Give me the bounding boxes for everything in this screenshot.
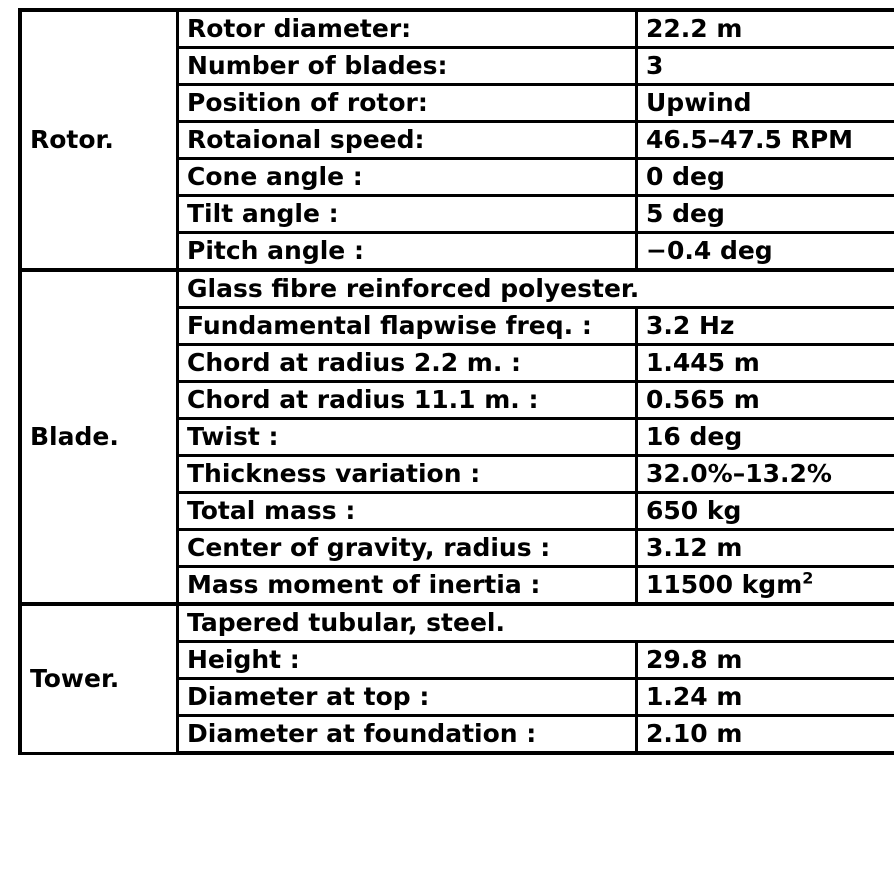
- value-cell: [637, 567, 894, 605]
- parameter-cell: Tapered tubular, steel.: [178, 604, 894, 642]
- parameter-cell: Rotor diameter:: [178, 10, 637, 48]
- value-cell: 0 deg: [637, 159, 894, 196]
- parameter-cell: Mass moment of inertia :: [178, 567, 637, 605]
- group-label-cell: Rotor.: [20, 10, 178, 270]
- parameter-cell: Number of blades:: [178, 48, 637, 85]
- parameter-cell: Thickness variation :: [178, 456, 637, 493]
- value-cell: 3: [637, 48, 894, 85]
- value-text: 11500 kgm: [646, 570, 803, 599]
- parameter-cell: Center of gravity, radius :: [178, 530, 637, 567]
- parameter-cell: Twist :: [178, 419, 637, 456]
- value-cell: 3.2 Hz: [637, 308, 894, 345]
- value-cell: 0.565 m: [637, 382, 894, 419]
- value-cell: Upwind: [637, 85, 894, 122]
- value-cell: −0.4 deg: [637, 233, 894, 271]
- value-cell: 1.24 m: [637, 679, 894, 716]
- table-row: [20, 270, 894, 308]
- parameter-cell: Pitch angle :: [178, 233, 637, 271]
- table-row: [20, 10, 894, 48]
- parameter-cell: Cone angle :: [178, 159, 637, 196]
- parameter-cell: Fundamental flapwise freq. :: [178, 308, 637, 345]
- value-cell: 46.5–47.5 RPM: [637, 122, 894, 159]
- parameter-cell: Chord at radius 11.1 m. :: [178, 382, 637, 419]
- value-cell: 1.445 m: [637, 345, 894, 382]
- parameter-cell: Position of rotor:: [178, 85, 637, 122]
- parameter-cell: Diameter at foundation :: [178, 716, 637, 754]
- value-cell: 22.2 m: [637, 10, 894, 48]
- value-cell: 2.10 m: [637, 716, 894, 754]
- parameter-cell: Diameter at top :: [178, 679, 637, 716]
- group-label-cell: Tower.: [20, 604, 178, 753]
- value-cell: 29.8 m: [637, 642, 894, 679]
- parameter-cell: Glass fibre reinforced polyester.: [178, 270, 894, 308]
- value-cell: 16 deg: [637, 419, 894, 456]
- parameter-cell: Rotaional speed:: [178, 122, 637, 159]
- value-cell: 32.0%–13.2%: [637, 456, 894, 493]
- group-label-cell: Blade.: [20, 270, 178, 604]
- table-row: [20, 604, 894, 642]
- table-body: [20, 10, 894, 753]
- parameter-cell: Tilt angle :: [178, 196, 637, 233]
- wind-turbine-specification-table: [18, 8, 894, 755]
- parameter-cell: Height :: [178, 642, 637, 679]
- parameter-cell: Total mass :: [178, 493, 637, 530]
- value-cell: 5 deg: [637, 196, 894, 233]
- value-cell: 650 kg: [637, 493, 894, 530]
- value-cell: 3.12 m: [637, 530, 894, 567]
- value-exponent: 2: [802, 568, 814, 588]
- parameter-cell: Chord at radius 2.2 m. :: [178, 345, 637, 382]
